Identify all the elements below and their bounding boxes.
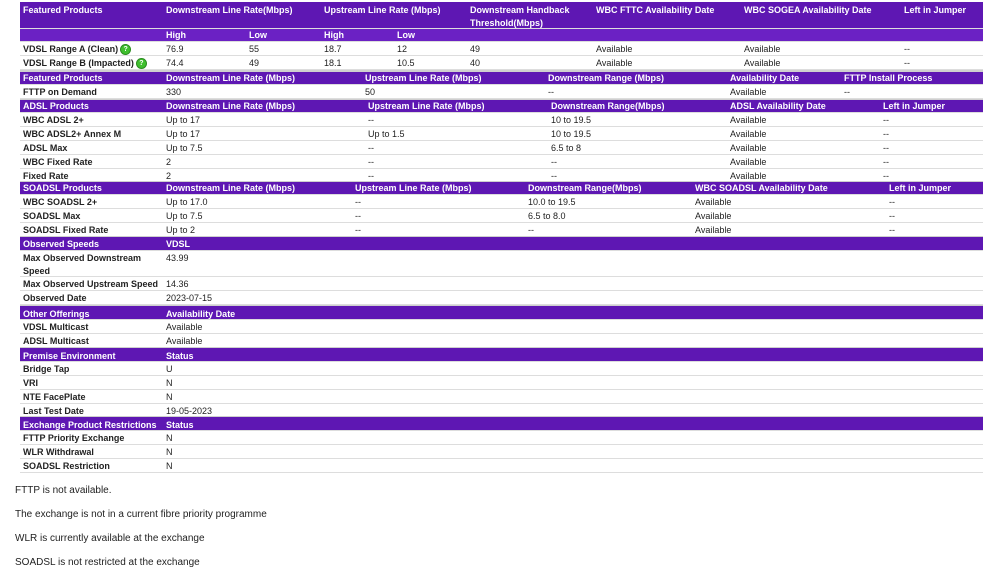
fttp-availability-note: FTTP is not available. (15, 485, 112, 496)
table-cell: -- (883, 171, 889, 181)
subheader: High (324, 30, 344, 40)
table-cell: ADSL Max (23, 143, 68, 153)
table-header-row (20, 417, 983, 431)
table-cell: Up to 7.5 (166, 211, 203, 221)
table-cell: WLR Withdrawal (23, 447, 94, 457)
product-label: VDSL Range A (Clean) (23, 44, 119, 54)
product-name (23, 42, 131, 56)
col-header: Exchange Product Restrictions (23, 420, 157, 430)
table-header-row (20, 348, 983, 362)
product-label: VDSL Range B (Impacted) (23, 58, 134, 68)
col-header: Downstream Line Rate(Mbps) (166, 5, 293, 15)
table-cell: -- (883, 157, 889, 167)
table-cell: N (166, 392, 173, 402)
table-cell: Available (730, 171, 767, 181)
table-cell: Available (166, 336, 203, 346)
table-row (20, 431, 983, 445)
table-cell: -- (551, 157, 557, 167)
col-header: Left in Jumper (883, 101, 946, 111)
table-row (20, 127, 983, 141)
table-cell: VRI (23, 378, 39, 388)
table-cell: N (166, 461, 173, 471)
table-cell: VDSL Multicast (23, 322, 89, 332)
table-cell: -- (368, 143, 374, 153)
col-header: WBC SOGEA Availability Date (744, 5, 872, 15)
table-cell: Available (730, 115, 767, 125)
featured-vdsl-table (20, 2, 983, 70)
col-header: Left in Jumper (889, 183, 952, 193)
table-row (20, 85, 983, 99)
col-header: Featured Products (23, 5, 103, 15)
other-offerings-table (20, 306, 983, 348)
col-header: Other Offerings (23, 309, 90, 319)
table-cell: -- (368, 115, 374, 125)
premise-environment-table (20, 348, 983, 418)
table-cell: SOADSL Max (23, 211, 81, 221)
table-cell: -- (551, 171, 557, 181)
table-cell: WBC ADSL 2+ (23, 115, 84, 125)
table-row (20, 320, 983, 334)
table-cell: Up to 1.5 (368, 129, 405, 139)
table-row (20, 277, 983, 291)
table-cell: Observed Date (23, 293, 87, 303)
observed-speeds-table (20, 237, 983, 305)
table-cell: 10 to 19.5 (551, 129, 592, 139)
col-header: Availability Date (730, 73, 800, 83)
table-header-row (20, 306, 983, 320)
table-cell: Fixed Rate (23, 171, 69, 181)
table-header-row (20, 237, 983, 251)
table-cell: Available (695, 197, 732, 207)
info-icon[interactable]: ? (120, 44, 131, 55)
table-cell: -- (883, 115, 889, 125)
exchange-restrictions-table (20, 417, 983, 473)
table-cell: -- (355, 197, 361, 207)
table-cell: 6.5 to 8 (551, 143, 582, 153)
table-cell: Max Observed Downstream Speed (23, 253, 142, 276)
table-cell: -- (889, 225, 895, 235)
table-cell: 74.4 (166, 58, 184, 68)
table-row (20, 155, 983, 169)
info-icon[interactable]: ? (136, 58, 147, 69)
table-cell: FTTP on Demand (23, 87, 97, 97)
table-cell: 18.7 (324, 44, 342, 54)
col-header: WBC FTTC Availability Date (596, 5, 715, 15)
table-cell: SOADSL Restriction (23, 461, 110, 471)
col-header: Premise Environment (23, 351, 116, 361)
table-cell: Available (730, 157, 767, 167)
featured-fttp-table (20, 72, 983, 99)
table-cell: 40 (470, 58, 481, 68)
table-cell: Available (166, 322, 203, 332)
table-header-row (20, 182, 983, 195)
col-header: Upstream Line Rate (Mbps) (365, 73, 482, 83)
table-cell: 10 to 19.5 (551, 115, 592, 125)
table-cell: N (166, 447, 173, 457)
table-cell: -- (355, 225, 361, 235)
table-cell: 6.5 to 8.0 (528, 211, 566, 221)
table-cell: FTTP Priority Exchange (23, 433, 125, 443)
table-row (20, 376, 983, 390)
table-cell: Available (730, 129, 767, 139)
table-cell: -- (368, 171, 374, 181)
table-cell: Bridge Tap (23, 364, 70, 374)
table-cell: 2023-07-15 (166, 293, 213, 303)
table-cell: -- (904, 58, 910, 68)
table-cell: Available (744, 58, 781, 68)
table-header-row (20, 2, 983, 29)
table-cell: Available (596, 44, 633, 54)
col-header: Downstream Line Rate (Mbps) (166, 73, 296, 83)
table-cell: SOADSL Fixed Rate (23, 225, 109, 235)
col-header: ADSL Availability Date (730, 101, 826, 111)
table-cell: -- (889, 197, 895, 207)
col-header: Left in Jumper (904, 5, 967, 15)
col-header: ADSL Products (23, 101, 89, 111)
table-cell: 76.9 (166, 44, 184, 54)
table-cell: -- (528, 225, 534, 235)
table-cell: 2 (166, 171, 172, 181)
col-header: Upstream Line Rate (Mbps) (324, 5, 441, 15)
table-cell: 49 (470, 44, 481, 54)
table-header-row (20, 100, 983, 113)
table-cell: Up to 17 (166, 115, 201, 125)
table-cell: WBC ADSL2+ Annex M (23, 129, 122, 139)
table-cell: 43.99 (166, 253, 189, 263)
col-header: Downstream Range(Mbps) (528, 183, 642, 193)
adsl-table (20, 100, 983, 183)
col-header: Status (166, 420, 194, 430)
table-cell: 10.5 (397, 58, 415, 68)
table-cell: -- (368, 157, 374, 167)
table-cell: 19-05-2023 (166, 406, 213, 416)
col-header: Downstream Line Rate (Mbps) (166, 183, 296, 193)
table-cell: Available (730, 143, 767, 153)
table-row (20, 251, 983, 277)
table-cell: Up to 17.0 (166, 197, 208, 207)
table-row (20, 113, 983, 127)
fibre-priority-note: The exchange is not in a current fibre priority programme (15, 509, 267, 520)
table-cell: 2 (166, 157, 172, 167)
table-cell: -- (355, 211, 361, 221)
table-row (20, 459, 983, 473)
col-header: Downstream Range (Mbps) (548, 73, 665, 83)
table-row (20, 56, 983, 70)
table-cell: 12 (397, 44, 408, 54)
table-cell: 10.0 to 19.5 (528, 197, 576, 207)
table-cell: -- (889, 211, 895, 221)
table-cell: Available (730, 87, 767, 97)
table-cell: -- (904, 44, 910, 54)
col-header: Featured Products (23, 73, 103, 83)
col-header: Downstream Line Rate (Mbps) (166, 101, 296, 111)
table-cell: N (166, 378, 173, 388)
subheader: Low (249, 30, 267, 40)
table-cell: 18.1 (324, 58, 342, 68)
table-row (20, 195, 983, 209)
table-cell: WBC Fixed Rate (23, 157, 93, 167)
table-row (20, 291, 983, 305)
table-subheader-row (20, 29, 983, 42)
soadsl-table (20, 182, 983, 237)
soadsl-restriction-note: SOADSL is not restricted at the exchange (15, 557, 200, 568)
table-cell: 49 (249, 58, 260, 68)
col-header: VDSL (166, 239, 191, 249)
col-header: Downstream Handback Threshold(Mbps) (470, 5, 570, 28)
table-cell: 14.36 (166, 279, 189, 289)
table-cell: NTE FacePlate (23, 392, 86, 402)
table-cell: Up to 17 (166, 129, 201, 139)
subheader: Low (397, 30, 415, 40)
table-cell: Max Observed Upstream Speed (23, 279, 159, 289)
table-row (20, 390, 983, 404)
col-header: FTTP Install Process (844, 73, 933, 83)
subheader: High (166, 30, 186, 40)
wlr-availability-note: WLR is currently available at the exchange (15, 533, 205, 544)
table-cell: -- (844, 87, 850, 97)
table-cell: Available (596, 58, 633, 68)
table-cell: ADSL Multicast (23, 336, 89, 346)
table-cell: U (166, 364, 173, 374)
col-header: Downstream Range(Mbps) (551, 101, 665, 111)
table-cell: Available (695, 211, 732, 221)
table-row (20, 334, 983, 348)
col-header: Upstream Line Rate (Mbps) (368, 101, 485, 111)
table-header-row (20, 72, 983, 85)
table-cell: -- (883, 143, 889, 153)
table-row (20, 141, 983, 155)
col-header: Status (166, 351, 194, 361)
table-cell: Up to 7.5 (166, 143, 203, 153)
table-cell: WBC SOADSL 2+ (23, 197, 98, 207)
table-cell: 330 (166, 87, 182, 97)
table-cell: -- (883, 129, 889, 139)
table-row (20, 223, 983, 237)
col-header: Observed Speeds (23, 239, 100, 249)
table-row (20, 445, 983, 459)
table-cell: N (166, 433, 173, 443)
col-header: Upstream Line Rate (Mbps) (355, 183, 472, 193)
col-header: Availability Date (166, 309, 236, 319)
col-header: SOADSL Products (23, 183, 102, 193)
table-cell: 50 (365, 87, 376, 97)
table-cell: 55 (249, 44, 260, 54)
table-cell: Last Test Date (23, 406, 84, 416)
table-row (20, 42, 983, 56)
table-row (20, 209, 983, 223)
product-name (23, 56, 147, 70)
table-cell: Available (695, 225, 732, 235)
col-header: WBC SOADSL Availability Date (695, 183, 828, 193)
table-cell: Available (744, 44, 781, 54)
table-cell: Up to 2 (166, 225, 196, 235)
table-row (20, 362, 983, 376)
table-cell: -- (548, 87, 554, 97)
